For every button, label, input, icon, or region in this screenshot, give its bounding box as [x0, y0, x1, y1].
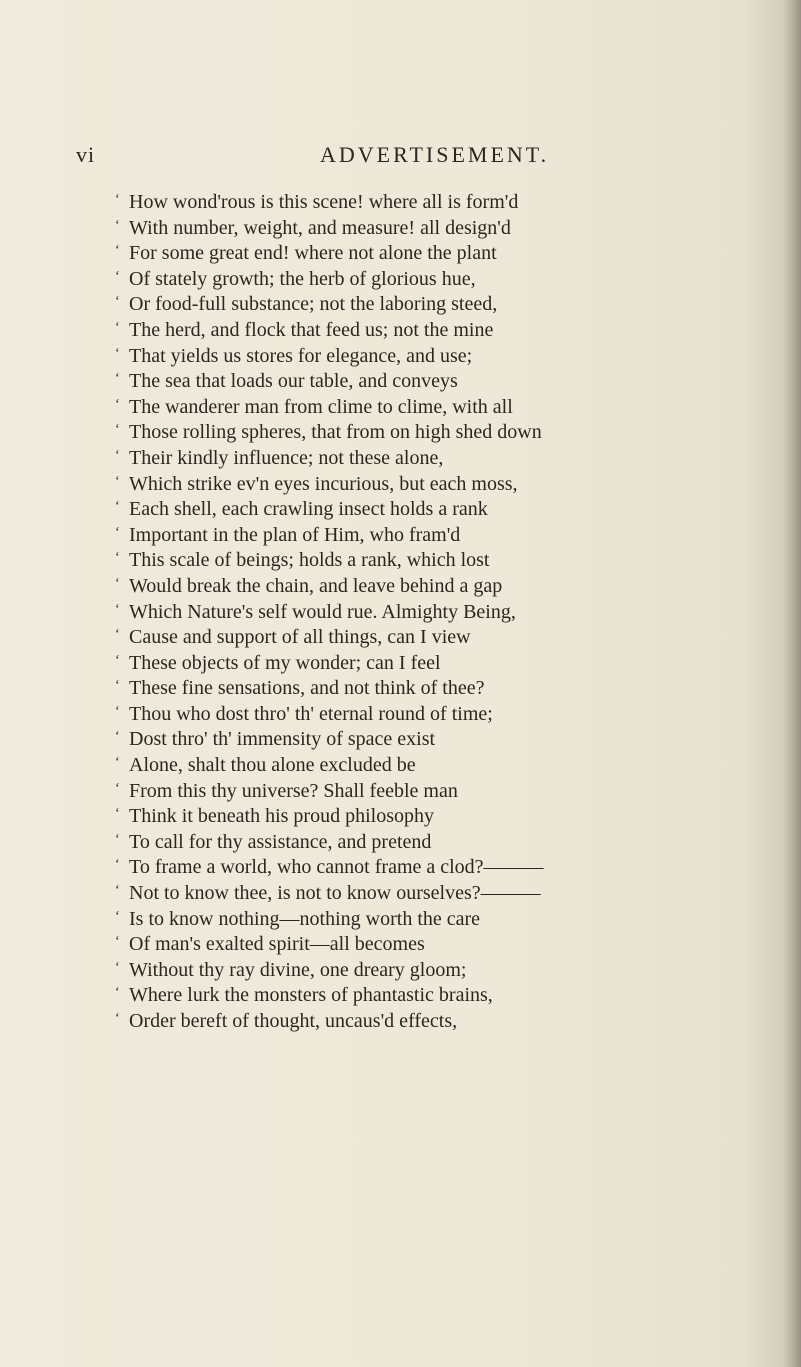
quote-mark: ‘ [115, 575, 120, 591]
quote-mark: ‘ [115, 243, 120, 259]
quote-mark: ‘ [115, 729, 120, 745]
poem-line: ‘ For some great end! where not alone the plant [115, 238, 715, 264]
quote-mark: ‘ [115, 652, 120, 668]
quote-mark: ‘ [115, 422, 120, 438]
poem-line: ‘ With number, weight, and measure! all design'd [115, 213, 715, 239]
quote-mark: ‘ [115, 217, 120, 233]
poem-line: ‘ Think it beneath his proud philosophy [115, 801, 715, 827]
quote-mark: ‘ [115, 883, 120, 899]
quote-mark: ‘ [115, 550, 120, 566]
poem-line: ‘ Those rolling spheres, that from on high shed down [115, 417, 715, 443]
poem-line: ‘ These fine sensations, and not think of thee? [115, 673, 715, 699]
poem-line: ‘ The wanderer man from clime to clime, with all [115, 392, 715, 418]
poem-line: ‘ Without thy ray divine, one dreary gloom; [115, 955, 715, 981]
poem-line: ‘ Which Nature's self would rue. Almighty Being, [115, 597, 715, 623]
poem-line: ‘ This scale of beings; holds a rank, which lost [115, 545, 715, 571]
quote-mark: ‘ [115, 268, 120, 284]
quote-mark: ‘ [115, 601, 120, 617]
poem-line: ‘ Order bereft of thought, uncaus'd effects, [115, 1006, 715, 1032]
quote-mark: ‘ [115, 371, 120, 387]
quote-mark: ‘ [115, 319, 120, 335]
poem-line: ‘ From this thy universe? Shall feeble man [115, 776, 715, 802]
poem-text [115, 187, 715, 1032]
quote-mark: ‘ [115, 831, 120, 847]
poem-line: ‘ Not to know thee, is not to know ourselves?——— [115, 878, 715, 904]
poem-line: ‘ Important in the plan of Him, who fram'd [115, 520, 715, 546]
poem-line: ‘ Of man's exalted spirit—all becomes [115, 929, 715, 955]
quote-mark: ‘ [115, 524, 120, 540]
quote-mark: ‘ [115, 908, 120, 924]
quote-mark: ‘ [115, 396, 120, 412]
quote-mark: ‘ [115, 806, 120, 822]
poem-line: ‘ Of stately growth; the herb of glorious hue, [115, 264, 715, 290]
poem-line: ‘ Thou who dost thro' th' eternal round of time; [115, 699, 715, 725]
poem-line: ‘ Cause and support of all things, can I view [115, 622, 715, 648]
quote-mark: ‘ [115, 294, 120, 310]
page-edge-shadow [783, 0, 801, 1367]
quote-mark: ‘ [115, 857, 120, 873]
poem-line: ‘ Which strike ev'n eyes incurious, but each moss, [115, 469, 715, 495]
poem-line: ‘ To frame a world, who cannot frame a clod?——— [115, 852, 715, 878]
quote-mark: ‘ [115, 1011, 120, 1026]
poem-line: ‘ Alone, shalt thou alone excluded be [115, 750, 715, 776]
poem-line: ‘ How wond'rous is this scene! where all is form'd [115, 187, 715, 213]
quote-mark: ‘ [115, 780, 120, 796]
poem-line: ‘ To call for thy assistance, and pretend [115, 827, 715, 853]
poem-line: ‘ The herd, and flock that feed us; not the mine [115, 315, 715, 341]
quote-mark: ‘ [115, 345, 120, 361]
page-number: vi [76, 142, 96, 167]
poem-line: ‘ Each shell, each crawling insect holds a rank [115, 494, 715, 520]
quote-mark: ‘ [115, 627, 120, 643]
quote-mark: ‘ [115, 499, 120, 515]
poem-line: ‘ Dost thro' th' immensity of space exist [115, 724, 715, 750]
poem-line: ‘ Or food-full substance; not the laboring steed, [115, 289, 715, 315]
poem-line: ‘ Their kindly influence; not these alone, [115, 443, 715, 469]
poem-line: ‘ These objects of my wonder; can I feel [115, 648, 715, 674]
quote-mark: ‘ [115, 192, 120, 207]
poem-line: ‘ Where lurk the monsters of phantastic brains, [115, 980, 715, 1006]
running-head: ADVERTISEMENT. [320, 142, 550, 167]
quote-mark: ‘ [115, 473, 120, 489]
poem-line: ‘ That yields us stores for elegance, and use; [115, 341, 715, 367]
quote-mark: ‘ [115, 755, 120, 771]
quote-mark: ‘ [115, 447, 120, 463]
quote-mark: ‘ [115, 703, 120, 719]
poem-line: ‘ Is to know nothing—nothing worth the care [115, 904, 715, 930]
quote-mark: ‘ [115, 985, 120, 1001]
quote-mark: ‘ [115, 934, 120, 950]
quote-mark: ‘ [115, 678, 120, 694]
poem-line: ‘ Would break the chain, and leave behind a gap [115, 571, 715, 597]
page-header [0, 142, 801, 172]
quote-mark: ‘ [115, 959, 120, 975]
poem-line: ‘ The sea that loads our table, and conveys [115, 366, 715, 392]
